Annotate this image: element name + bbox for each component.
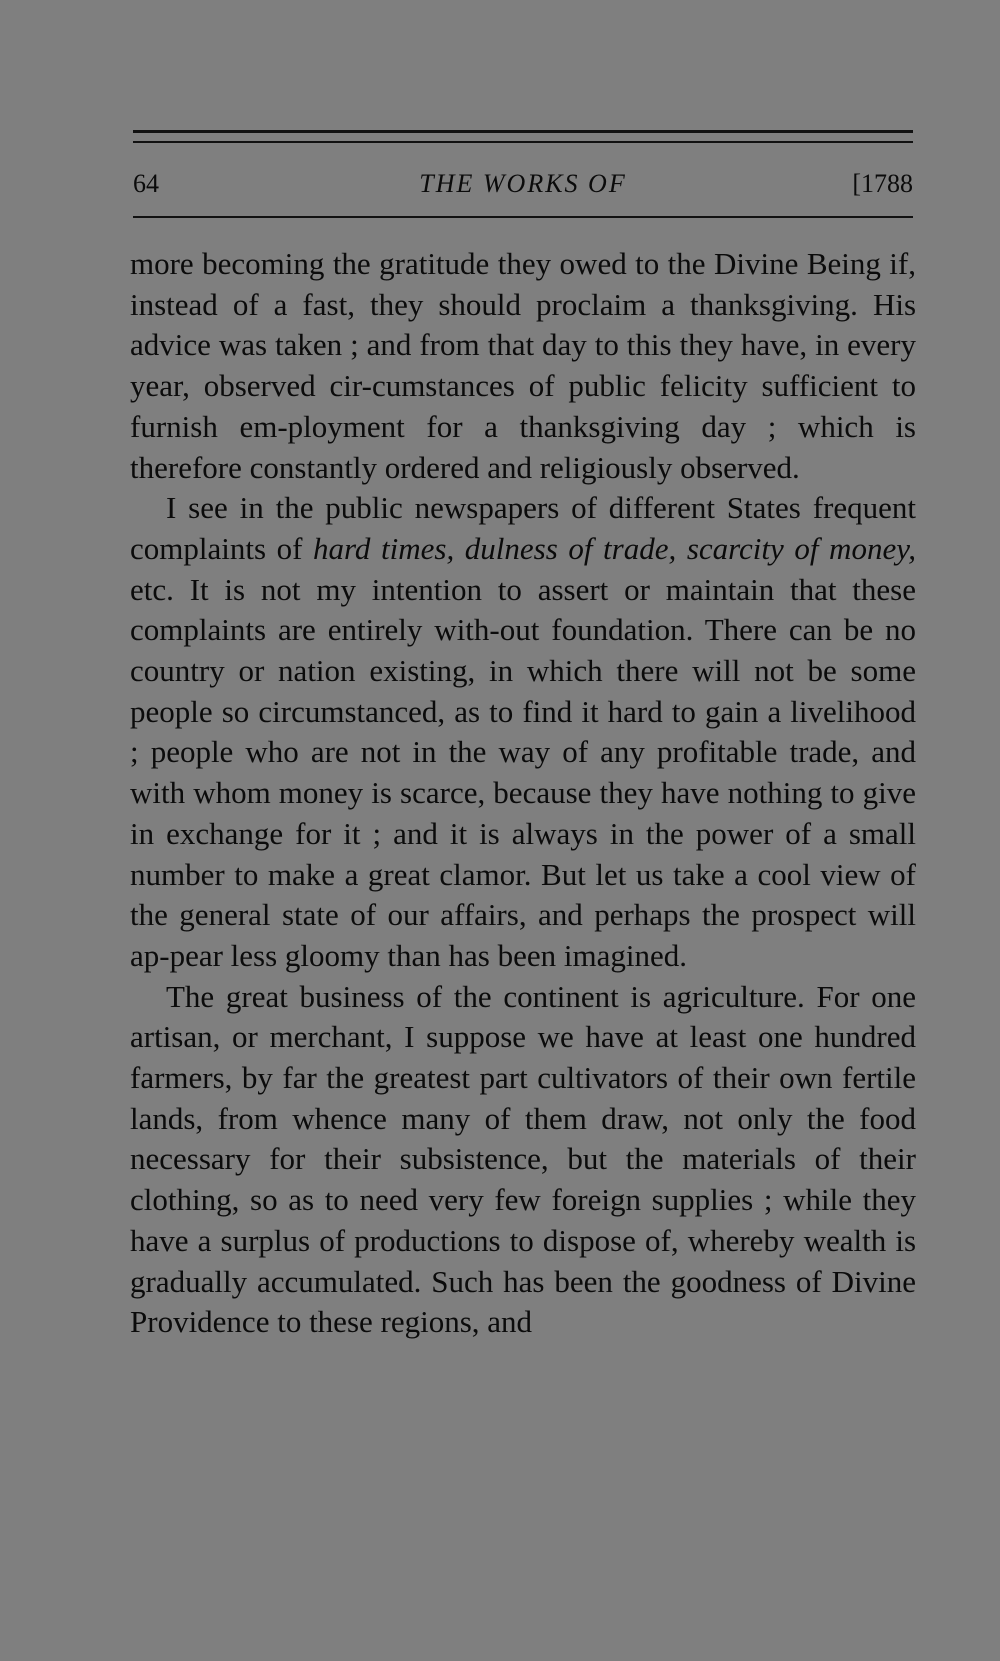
- text-line: day to this they have, in every year, observed cir-: [130, 327, 916, 404]
- text-line: existing, in which there will not be some people so: [130, 653, 916, 729]
- text-line: more becoming the gratitude they owed to the Divine: [130, 246, 799, 281]
- text-line: The great business of the continent is agriculture.: [166, 978, 805, 1014]
- text-line: cumstances of public felicity sufficient to furnish em-: [130, 368, 916, 444]
- top-double-rule-upper: [133, 130, 913, 133]
- text-line: I see in the public newspapers of different States: [166, 490, 801, 526]
- paragraph-2: [130, 488, 916, 976]
- text-line: least one hundred farmers, by far the greatest part: [130, 1019, 917, 1096]
- text-line: out foundation. There can be no country or nation: [130, 612, 916, 689]
- running-head-rule: [133, 216, 913, 218]
- text-line: their subsistence, but the materials of their clothing,: [130, 1141, 916, 1218]
- text-line: so as to need very few foreign supplies ; while they: [250, 1182, 917, 1218]
- text-line: circumstanced, as to find it hard to gain a livelihood ;: [130, 693, 916, 770]
- text-line: in the power of a small number to make a great: [130, 815, 916, 892]
- paragraph-1: [130, 244, 916, 488]
- text-line: state of our affairs, and perhaps the prospect will ap-: [130, 897, 917, 973]
- paragraph-3: [130, 977, 916, 1343]
- text-line: cultivators of their own fertile lands, from whence: [130, 1060, 916, 1136]
- top-double-rule-lower: [133, 141, 913, 143]
- text-line: have a surplus of productions to dispose of, whereby: [130, 1222, 795, 1258]
- text-line: wealth is gradually accumulated. Such has been the: [130, 1222, 917, 1299]
- text-line: frequent complaints of: [130, 490, 916, 566]
- page-number: 64: [133, 169, 159, 198]
- text-line: nothing to give in exchange for it ; and it is always: [130, 775, 917, 851]
- text-line: people who are not in the way of any profitable trade,: [150, 734, 860, 770]
- running-head-year: [1788: [852, 169, 913, 198]
- italic-phrase: scarcity of money,: [686, 530, 917, 566]
- text-line: clamor. But let us take a cool view of the general: [130, 856, 917, 933]
- text-line: thanksgiving. His advice was taken ; and from that: [130, 286, 917, 363]
- text-line: pear less gloomy than has been imagined.: [169, 937, 687, 973]
- text-line: ployment for a thanksgiving day ; which is therefore: [130, 408, 916, 485]
- text-line: etc. It is not my intention to assert: [130, 571, 609, 607]
- text-line: or maintain that these complaints are entirely with-: [130, 571, 916, 648]
- running-head-title: THE WORKS OF: [419, 169, 627, 198]
- text-line: Being if, instead of a fast, they should proclaim a: [130, 246, 916, 322]
- text-line: and with whom money is scarce, because they have: [130, 734, 916, 811]
- text-line: constantly ordered and religiously observed.: [249, 449, 800, 485]
- body-text: [130, 244, 916, 1343]
- italic-phrase: hard times, dulness of trade,: [313, 530, 677, 566]
- running-head: [133, 164, 913, 204]
- text-line: goodness of Divine Providence to these regions, and: [130, 1263, 916, 1340]
- text-line: many of them draw, not only the food necessary for: [130, 1100, 916, 1177]
- text-line: For one artisan, or merchant, I suppose we have at: [130, 978, 916, 1055]
